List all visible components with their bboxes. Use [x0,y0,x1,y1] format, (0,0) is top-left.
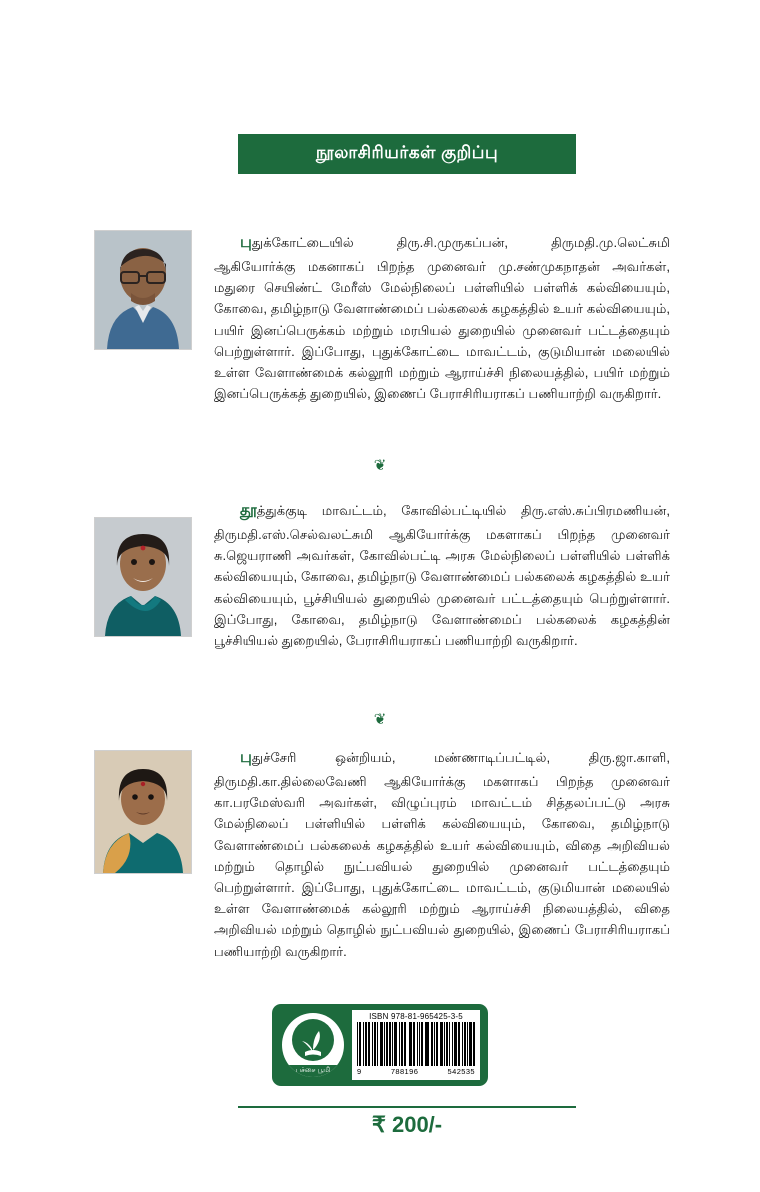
barcode-group-1: 788196 [390,1067,419,1076]
barcode-bars [357,1022,475,1066]
page-title: நூலாசிரியர்கள் குறிப்பு [315,143,499,162]
author-bio-2-text [214,498,670,651]
ornament-glyph: ❦ [373,711,387,728]
isbn-number: ISBN 978-81-965425-3-5 [369,1012,463,1021]
bio-1-body: துக்கோட்டையில் திரு.சி.முருகப்பன், திருமதி.மு.லெட்சுமி ஆகியோர்க்கு மகனாகப் பிறந்த முனைவர் மு.சண்முகநாதன் அவர்கள், மதுரை செயிண்ட் மேரீஸ் மேல்நிலைப் பள்ளியில் பள்ளிக் கல்வியையும், கோவை, தமிழ்நாடு வேளாண்மைப் பல்கலைக் கழகத்தில் உயர் கல்வியையும், பயிர் இனப்பெருக்கம் மற்றும் மரபியல் துறையில் முனைவர் பட்டத்தையும் பெற்றுள்ளார். இப்போது, புதுக்கோட்டை மாவட்டம், குடுமியான் மலையில் உள்ள வேளாண்மைக் கல்லூரி மற்றும் ஆராய்ச்சி நிலையத்தில், பயிர் மற்றும் இனப்பெருக்கத் துறையில், இணைப் பேராசிரியராகப் பணியாற்றி வருகிறார். [214,235,670,402]
author-bio-1-text [214,230,670,404]
author-photo-3 [94,750,192,874]
barcode-group-2: 542535 [447,1067,475,1076]
bio-3-body: துச்சேரி ஒன்றியம், மண்ணாடிப்பட்டில், திரு.ஜா.காளி, திருமதி.கா.தில்லைவேணி ஆகியோர்க்கு மகளாகப் பிறந்த முனைவர் கா.பரமேஸ்வரி அவர்கள், விழுப்புரம் மாவட்டம் சித்தலப்பட்டு அரசு மேல்நிலைப் பள்ளியில் பள்ளிக் கல்வியையும், கோவை, தமிழ்நாடு வேளாண்மைப் பல்கலைக் கழகத்தில் உயர் கல்வியையும், விதை அறிவியல் மற்றும் தொழில் நுட்பவியல் துறையில் முனைவர் பட்டத்தையும் பெற்றுள்ளார். இப்போது, புதுக்கோட்டை மாவட்டம், குடுமியான் மலையில் உள்ள வேளாண்மைக் கல்லூரி மற்றும் ஆராய்ச்சி நிலையத்தில், விதை அறிவியல் மற்றும் தொழில் நுட்பவியல் துறையில், இணைப் பேராசிரியராகப் பணியாற்றி வருகிறார். [214,750,670,959]
price-label: ₹ 200/- [371,1112,443,1137]
divider-ornament-2 [0,712,760,727]
drop-cap-1: பு [240,234,252,251]
author-photo-1 [94,230,192,350]
barcode-card [352,1010,480,1080]
drop-cap-3: பு [240,749,252,766]
page-title-banner [238,134,576,174]
price-divider [238,1106,576,1108]
bio-2-body: த்துக்குடி மாவட்டம், கோவில்பட்டியில் திரு.எஸ்.சுப்பிரமணியன், திருமதி.எஸ்.செல்வலட்சுமி ஆகியோர்க்கு மகளாகப் பிறந்த முனைவர் சு.ஜெயராணி அவர்கள், கோவில்பட்டி அரசு மேல்நிலைப் பள்ளியில் பள்ளிக் கல்வியையும், கோவை, தமிழ்நாடு வேளாண்மைப் பல்கலைக் கழகத்தில் உயர் கல்வியையும், பூச்சியியல் துறையில் முனைவர் பட்டத்தையும் பெற்றுள்ளார். இப்போது, கோவை, தமிழ்நாடு வேளாண்மைப் பல்கலைக் கழகத்தின் பூச்சியியல் துறையில், பேராசிரியராகப் பணியாற்றி வருகிறார். [214,503,670,648]
barcode-digits [357,1067,475,1076]
barcode-digit-left: 9 [357,1067,362,1076]
divider-ornament-1 [0,458,760,473]
publisher-label: பச்சை பூமி [282,1065,344,1077]
author-bio-3-text [214,745,670,962]
publisher-logo [282,1013,344,1077]
drop-cap-2: தூ [240,502,257,519]
ornament-glyph: ❦ [373,457,387,474]
plant-hand-icon [291,1018,335,1067]
author-photo-2 [94,517,192,637]
isbn-barcode-block [272,1004,488,1086]
